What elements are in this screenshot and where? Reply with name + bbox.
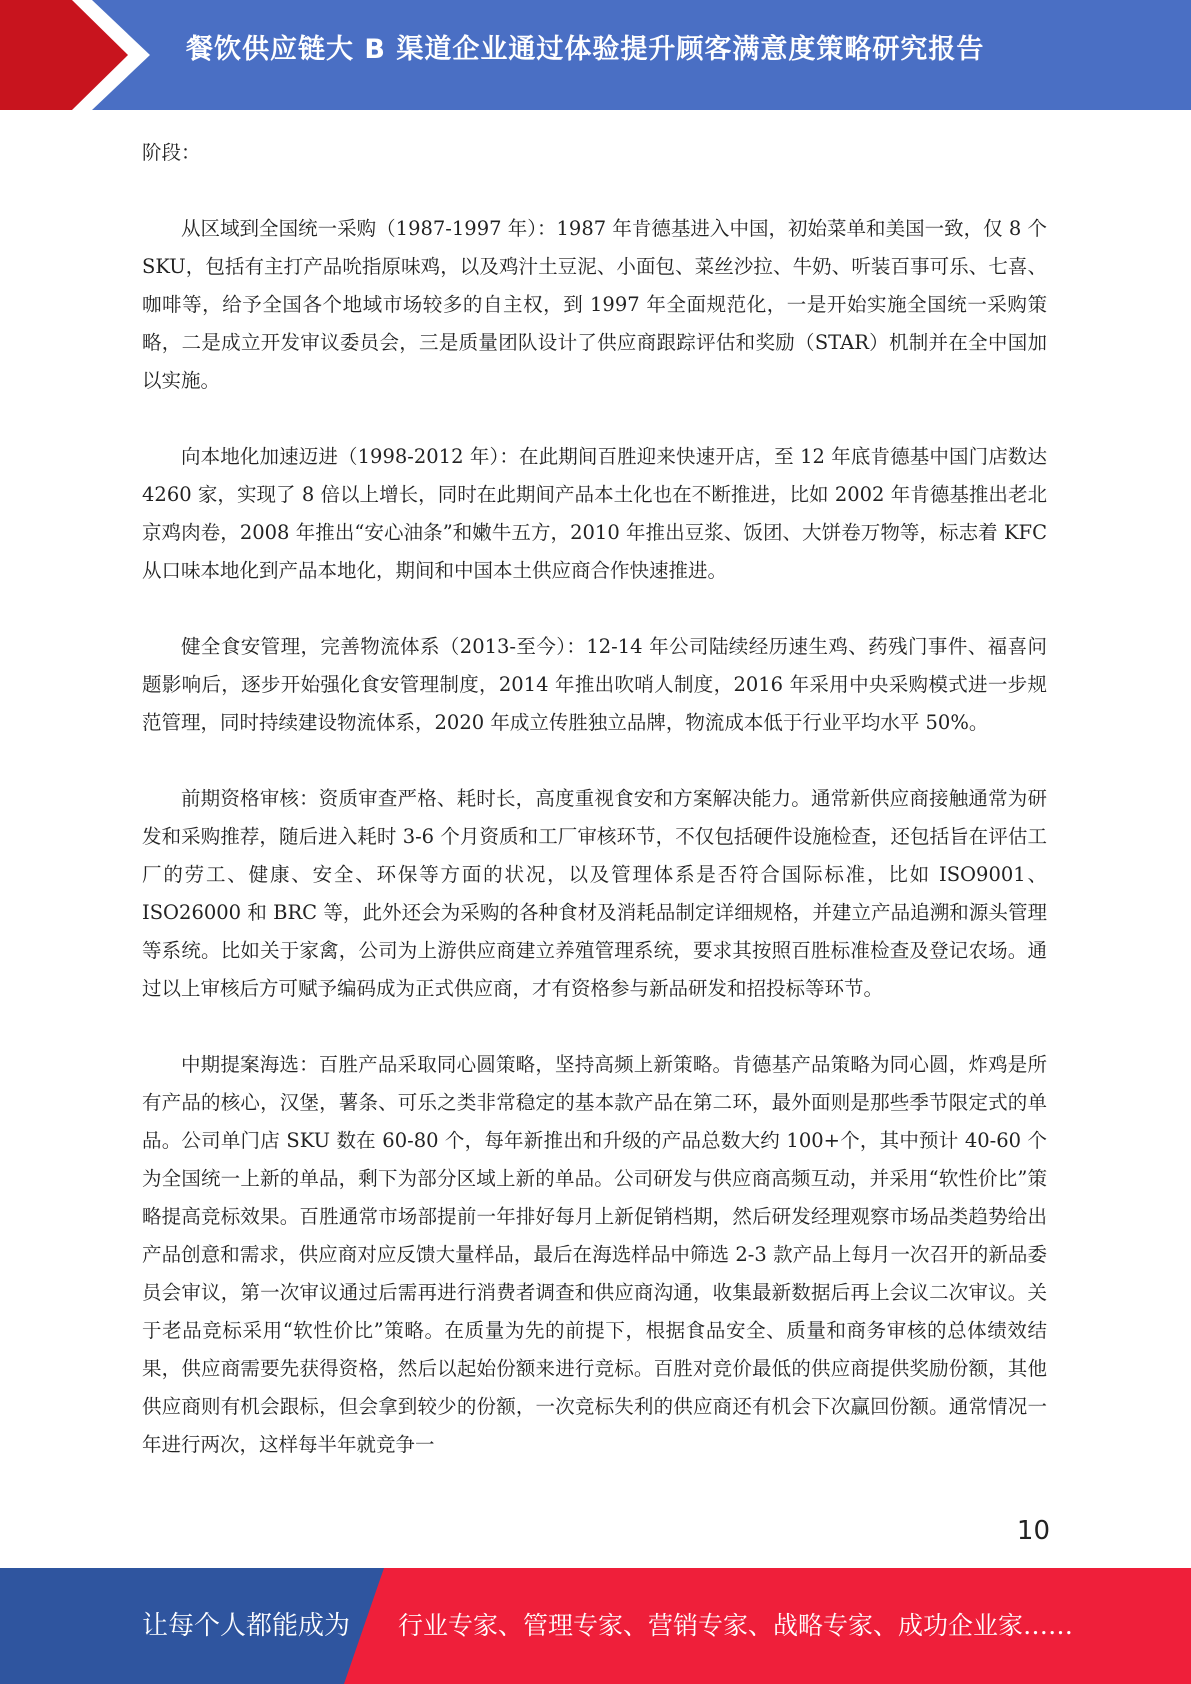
page-number: 10	[1016, 1516, 1050, 1546]
document-title: 餐饮供应链大 B 渠道企业通过体验提升顾客满意度策略研究报告	[186, 34, 985, 65]
footer-slogan-right: 行业专家、管理专家、营销专家、战略专家、成功企业家……	[398, 1611, 1074, 1640]
paragraph-proposal-selection: 中期提案海选：百胜产品采取同心圆策略，坚持高频上新策略。肯德基产品策略为同心圆，炸鸡是所有产品的核心，汉堡，薯条、可乐之类非常稳定的基本款产品在第二环，最外面则是那些季节限定式的单品。公司单门店 SKU 数在 60-80 个，每年新推出和升级的产品总数大约 100+个，其中预计 40-60 个为全国统一上新的单品，剩下为部分区域上新的单品。公司研发与供应商高频互动，并采用“软性价比”策略提高竞标效果。百胜通常市场部提前一年排好每月上新促销档期，然后研发经理观察市场品类趋势给出产品创意和需求，供应商对应反馈大量样品，最后在海选样品中筛选 2-3 款产品上每月一次召开的新品委员会审议，第一次审议通过后需再进行消费者调查和供应商沟通，收集最新数据后再上会议二次审议。关于老品竞标采用“软性价比”策略。在质量为先的前提下，根据食品安全、质量和商务审核的总体绩效结果，供应商需要先获得资格，然后以起始份额来进行竞标。百胜对竞价最低的供应商提供奖励份额，其他供应商则有机会跟标，但会拿到较少的份额，一次竞标失利的供应商还有机会下次赢回份额。通常情况一年进行两次，这样每半年就竞争一	[142, 1053, 1047, 1456]
footer-slogan-left: 让每个人都能成为	[142, 1611, 351, 1641]
paragraph-food-safety: 健全食安管理，完善物流体系（2013-至今）：12-14 年公司陆续经历速生鸡、药残门事件、福喜问题影响后，逐步开始强化食安管理制度，2014 年推出吹哨人制度，2016 年采用中央采购模式进一步规范管理，同时持续建设物流体系，2020 年成立传胜独立品牌，物流成本低于行业平均水平 50%。	[142, 635, 1047, 734]
document-body	[142, 134, 1047, 1464]
paragraph-localization: 向本地化加速迈进（1998-2012 年）：在此期间百胜迎来快速开店，至 12 年底肯德基中国门店数达 4260 家，实现了 8 倍以上增长，同时在此期间产品本土化也在不断推进，比如 2002 年肯德基推出老北京鸡肉卷，2008 年推出“安心油条”和嫩牛五方，2010 年推出豆浆、饭团、大饼卷万物等，标志着 KFC 从口味本地化到产品本地化，期间和中国本土供应商合作快速推进。	[142, 445, 1047, 582]
page-header	[0, 0, 1191, 110]
header-accent-arrow	[0, 0, 160, 110]
paragraph-stage-label: 阶段：	[142, 141, 201, 164]
paragraph-unified-procurement: 从区域到全国统一采购（1987-1997 年）：1987 年肯德基进入中国，初始菜单和美国一致，仅 8 个 SKU，包括有主打产品吮指原味鸡，以及鸡汁土豆泥、小面包、菜丝沙拉、牛奶、听装百事可乐、七喜、咖啡等，给予全国各个地域市场较多的自主权，到 1997 年全面规范化，一是开始实施全国统一采购策略，二是成立开发审议委员会，三是质量团队设计了供应商跟踪评估和奖励（STAR）机制并在全中国加以实施。	[142, 217, 1047, 392]
page-footer	[0, 1568, 1191, 1684]
paragraph-qualification-review: 前期资格审核：资质审查严格、耗时长，高度重视食安和方案解决能力。通常新供应商接触通常为研发和采购推荐，随后进入耗时 3-6 个月资质和工厂审核环节，不仅包括硬件设施检查，还包括旨在评估工厂的劳工、健康、安全、环保等方面的状况，以及管理体系是否符合国际标准，比如 ISO9001、ISO26000 和 BRC 等，此外还会为采购的各种食材及消耗品制定详细规格，并建立产品追溯和源头管理等系统。比如关于家禽，公司为上游供应商建立养殖管理系统，要求其按照百胜标准检查及登记农场。通过以上审核后方可赋予编码成为正式供应商，才有资格参与新品研发和招投标等环节。	[142, 787, 1047, 1000]
